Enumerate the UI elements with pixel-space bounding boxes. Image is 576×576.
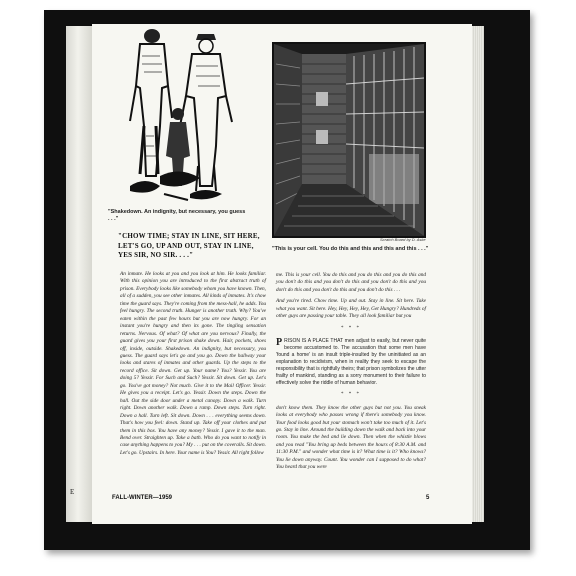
illustration-caption-right: "This is your cell. You do this and this and this and this . . ." xyxy=(272,246,429,252)
issue-footer: FALL-WINTER—1959 xyxy=(112,495,173,501)
cell-block-woodcut xyxy=(272,42,426,238)
article-column-left: An inmate. He looks at you and you look at him. He looks familiar. With this opinion you are introduced to the first abstract truth of prison. Everybody looks like somebody whom you have known. Then, all of a sudden, you see other inmates. All kinds of inmates. It's chow time the guard says. They're coming from the mess-hall, he adds. You feel hungry. The second truth. Hunger is another truth. Why? You've eaten within the past few hours but you are now hungry. For an instant you're hungry and then its gone. The tingling sensation returns. Nervous. Of what? Of what are you nervous? Finally, the guard gives you your first prison shake down. Hair, pockets, shoes off, inside, outside. Shakedown. An indignity, but necessary, you guess. The guard says let's go and you go. Down the hallway your looks and stares of inmates and other guards. Up the steps to the record office. Sit down. Get up. Your name? You? Yessir. You are doing 5? Yessir. For Such and Such? Yessir. Sit down. Get up. Let's go. You've got money? Not much. Give it to the Mail Officer. Yessir. He gives you a receipt. Let's go. Yessir. Down the steps. Down the hall. Out the side door under a metal canopy. Down a walk. Turn right. Down another walk. Down a ramp. Down steps. Turn right. Down a hall. Turn left. Sit down. Down . . . everything seems down. That's how you feel: down. Stand up. Take off your clothes and put them in this box. You have any money? Yessir. I gave it to the man. Bend over. Straighten up. Take a bath. Who do you want to notify in case anything happens to you? My . . . put on the coveralls. Sit down. Let's go. Upstairs. In here. Your name is You? Yessir. All right follow xyxy=(120,271,266,456)
page-stack-edge xyxy=(472,26,484,522)
page-number: 5 xyxy=(426,495,430,501)
prison-paragraph xyxy=(276,338,426,387)
drop-cap: P xyxy=(276,337,283,349)
paragraph-cell: me. This is your cell. You do this and you do this and you do this and you don't do this and you don't do this and you don't do this and you don't do this and you don't do this and you don't do this . . . xyxy=(276,272,426,293)
article-column-right xyxy=(276,272,426,472)
woodcut-credit: Scratch Board by D. Aske xyxy=(380,237,426,242)
guards-illustration xyxy=(100,26,240,206)
paragraph-dont-know: don't know them. They know the other guys but not you. You sneak looks at everybody who passes wrong if there's somebody you know. Your food looks good but your stomach won't take too much of it. Let's go. Stay in line. Around the building down the walk and back into your room. You make the bed and lie down. Then when the whistle blows and you read "You bring up beds between the hours of 8:30 A.M. and 11:30 P.M." and wonder what time is it? What time is it? Who knows? You lie down anyway. Count. You wonder can I supposed to do what? You heard that you were xyxy=(276,404,426,471)
illustration-caption-left: "Shakedown. An indignity, but necessary, you guess . . ." xyxy=(108,209,246,222)
magazine-page xyxy=(92,24,472,524)
prison-paragraph-text: RISON IS A PLACE THAT men adjust to easily, but never quite become accustomed to. The accusation that some men have 'found a home' is an insult triple-insulted by the uninitiated as an explanation to recidivism, when in reality they seek to escape the responsibility that is rightfully theirs; that prison symbolizes the utter frailty of mankind, standing as a sorry monument to their failure to effectively solve the riddle of human behavior. xyxy=(276,338,426,387)
section-divider-2: * * * xyxy=(341,392,361,398)
section-divider: * * * xyxy=(341,325,361,331)
paragraph-chow: And you're tired. Chow time. Up and out. Stay in line. Sit here. Take what you want. Sit here. Hey, Hey, Hey, Hey, Get Hungry? Hundreds of other guys are passing your table. They all look familiar but you xyxy=(276,298,426,320)
binding-margin-text: E xyxy=(70,488,75,496)
article-headline: "CHOW TIME; STAY IN LINE, SIT HERE, LET'S GO, UP AND OUT, STAY IN LINE, YES SIR, NO SIR. . . ." xyxy=(118,232,260,260)
